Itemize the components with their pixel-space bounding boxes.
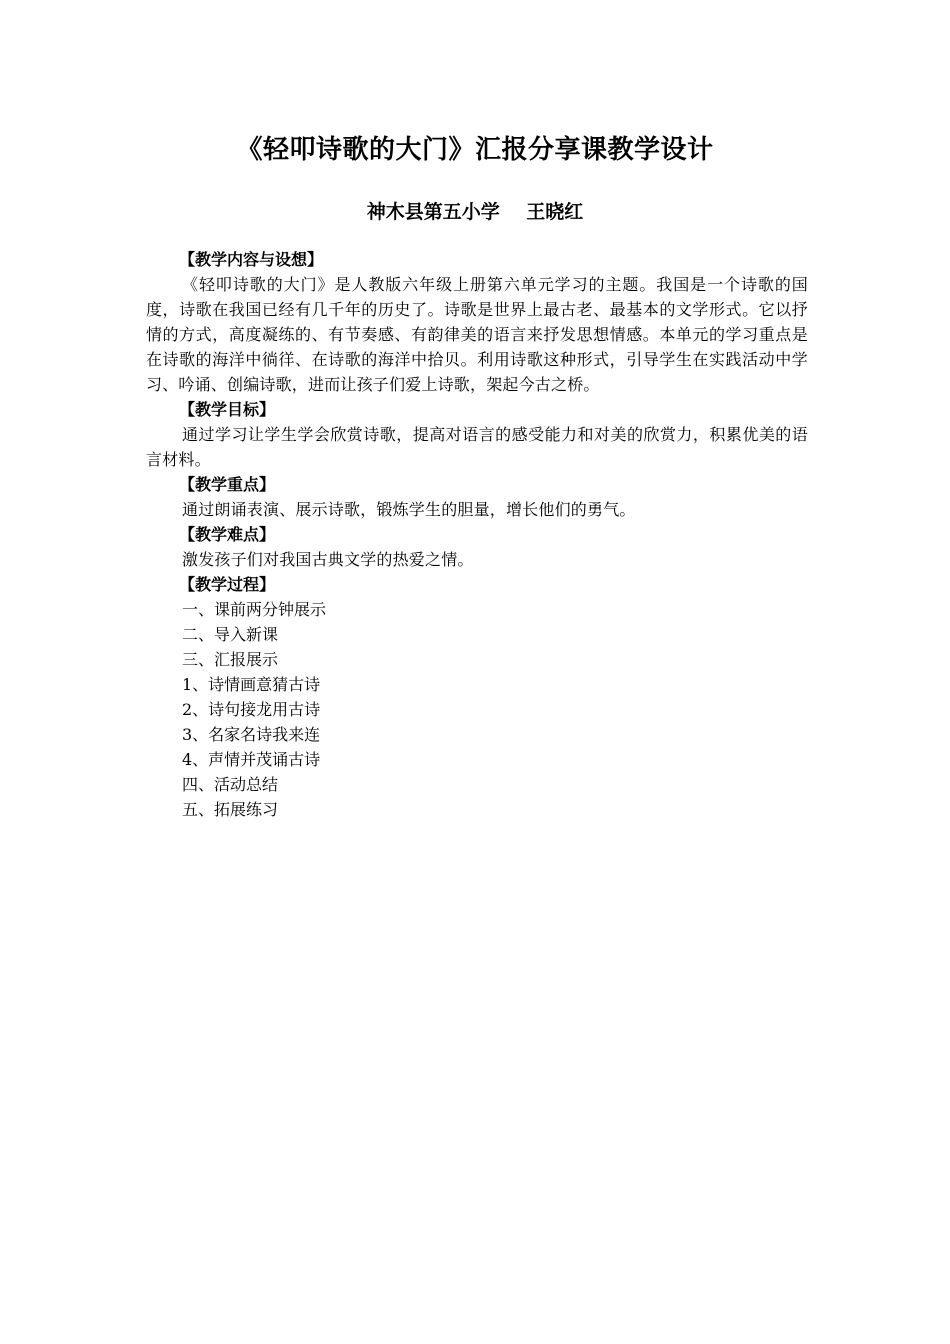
author-line: 神木县第五小学 王晓红 (366, 201, 584, 223)
section-heading-key: 【教学重点】 (179, 475, 276, 494)
process-item: 四、活动总结 (182, 775, 279, 794)
section-heading-process: 【教学过程】 (179, 575, 276, 594)
process-item: 五、拓展练习 (182, 800, 279, 819)
process-item: 1、诗情画意猜古诗 (182, 675, 321, 694)
process-item: 三、汇报展示 (182, 650, 279, 669)
section-text-content: 《轻叩诗歌的大门》是人教版六年级上册第六单元学习的主题。我国是一个诗歌的国度，诗歌在我国已经有几千年的历史了。诗歌是世界上最古老、最基本的文学形式。它以抒情的方式，高度凝练的、有节奏感、有韵律美的语言来抒发思想情感。本单元的学习重点是在诗歌的海洋中徜徉、在诗歌的海洋中拾贝。利用诗歌这种形式，引导学生在实践活动中学习、吟诵、创编诗歌，进而让孩子们爱上诗歌，架起今古之桥。 (146, 275, 808, 394)
section-heading-goal: 【教学目标】 (179, 400, 276, 419)
section-text-goal: 通过学习让学生学会欣赏诗歌，提高对语言的感受能力和对美的欣赏力，积累优美的语言材料。 (146, 425, 808, 469)
document-body (146, 247, 808, 822)
section-heading-content: 【教学内容与设想】 (179, 250, 324, 269)
process-item: 3、名家名诗我来连 (182, 725, 321, 744)
process-item: 二、导入新课 (182, 625, 279, 644)
section-heading-difficulty: 【教学难点】 (179, 525, 276, 544)
process-item: 2、诗句接龙用古诗 (182, 700, 321, 719)
process-item: 一、课前两分钟展示 (182, 600, 327, 619)
section-text-key: 通过朗诵表演、展示诗歌，锻炼学生的胆量，增长他们的勇气。 (182, 500, 636, 519)
process-item: 4、声情并茂诵古诗 (182, 750, 321, 769)
document-title: 《轻叩诗歌的大门》汇报分享课教学设计 (236, 135, 714, 165)
section-text-difficulty: 激发孩子们对我国古典文学的热爱之情。 (182, 550, 474, 569)
